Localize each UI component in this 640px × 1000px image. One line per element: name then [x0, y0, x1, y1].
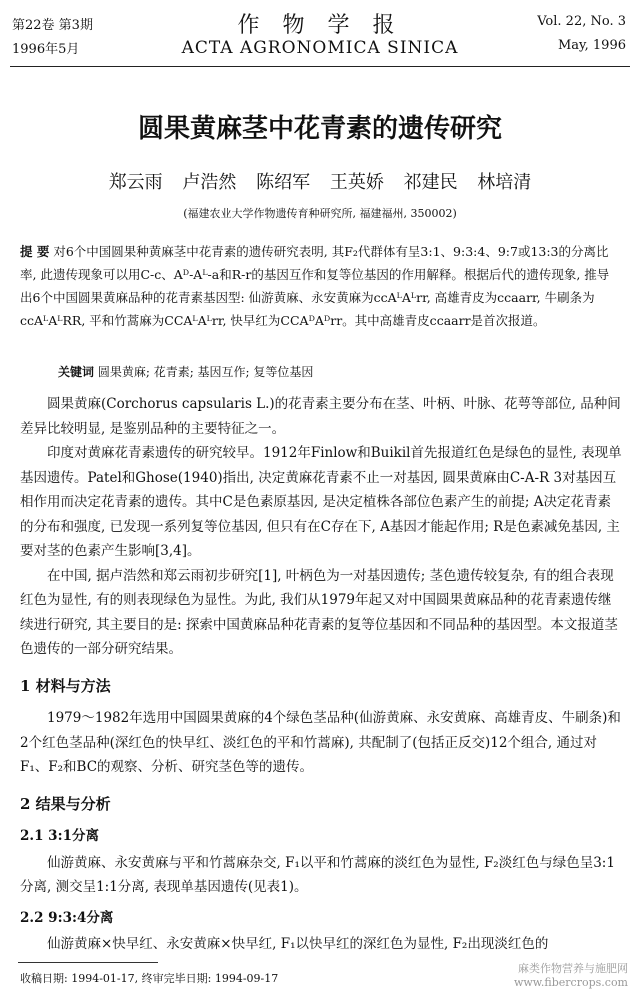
author-list: 郑云雨 卢浩然 陈绍军 王英娇 祁建民 林培清	[108, 172, 532, 193]
methods-paragraph: 1979～1982年选用中国圆果黄麻的4个绿色茎品种(仙游黄麻、永安黄麻、高雄青皮、牛刷条)和2个红色茎品种(深红色的快早红、淡红色的平和竹蒿麻), 共配制了(包括正反交)12个组合, 通过对F₁、F₂和BC的观察、分析、研究茎色等的遗传。	[20, 710, 621, 775]
received-date-footnote: 收稿日期: 1994-01-17, 终审完毕日期: 1994-09-17	[20, 972, 279, 985]
section-heading-methods: 1 材料与方法	[20, 676, 111, 695]
subsection-heading-2-2: 2.2 9:3:4分离	[20, 909, 114, 926]
watermark-line-1: 麻类作物营养与施肥网	[518, 962, 628, 975]
intro-paragraph-3: 在中国, 据卢浩然和郑云雨初步研究[1], 叶柄色为一对基因遗传; 茎色遗传较复杂, 有的组合表现红色为显性, 有的则表现绿色为显性。为此, 我们从1979年起又对中国圆果黄麻品种的花青素遗传继续进行研究, 其主要目的是: 探索中国黄麻品种花青素的复等位基因和不同品种的基因型。本文报道茎色遗传的一部分研究结果。	[20, 567, 618, 657]
abstract	[20, 240, 620, 332]
results-paragraph-2-1: 仙游黄麻、永安黄麻与平和竹蒿麻杂交, F₁以平和竹蒿麻的淡红色为显性, F₂淡红色与绿色呈3:1分离, 测交呈1:1分离, 表现单基因遗传(见表1)。	[20, 854, 615, 895]
subsection-heading-2-1: 2.1 3:1分离	[20, 828, 99, 844]
paper-body	[20, 392, 624, 957]
section-heading-results: 2 结果与分析	[20, 794, 111, 813]
keywords-text: 圆果黄麻; 花青素; 基因互作; 复等位基因	[97, 365, 314, 379]
paper-title: 圆果黄麻茎中花青素的遗传研究	[137, 114, 502, 144]
keywords-label: 关键词	[58, 365, 95, 379]
footnote-rule	[18, 962, 158, 963]
journal-name-en: ACTA AGRONOMICA SINICA	[181, 38, 459, 58]
header-rule	[10, 66, 630, 67]
volume-issue-cn: 第22卷 第3期	[12, 18, 93, 33]
site-watermark	[514, 962, 628, 990]
volume-issue-en: Vol. 22, No. 3	[537, 14, 626, 29]
abstract-label: 提 要	[20, 244, 50, 259]
intro-paragraph-1: 圆果黄麻(Corchorus capsularis L.)的花青素主要分布在茎、叶柄、叶脉、花萼等部位, 品种间差异比较明显, 是鉴别品种的主要特征之一。	[20, 396, 621, 437]
abstract-text: 对6个中国圆果种黄麻茎中花青素的遗传研究表明, 其F₂代群体有呈3:1、9:3:4、9:7或13:3的分离比率, 此遗传现象可以用C-c、Aᴰ-Aᴸ-a和R-r的基因互作和复等位基因的作用解释。根据后代的遗传现象, 推导出6个中国圆果黄麻品种的花青素基因型: 仙游黄麻、永安黄麻为ccAᴸAᴸrr, 高雄青皮为ccaarr, 牛刷条为ccAᴸAᴸRR, 平和竹蒿麻为CCAᴸAᴸrr, 快早红为CCAᴰAᴰrr。其中高雄青皮ccaarr是首次报道。	[20, 244, 610, 328]
keywords	[58, 363, 313, 380]
watermark-line-2: www.fibercrops.com	[513, 976, 628, 989]
date-en: May, 1996	[557, 38, 626, 53]
affiliation: (福建农业大学作物遗传育种研究所, 福建福州, 350002)	[183, 207, 457, 220]
results-paragraph-2-2: 仙游黄麻×快早红、永安黄麻×快早红, F₁以快早红的深红色为显性, F₂出现淡红色的	[47, 936, 549, 952]
journal-header	[0, 0, 640, 70]
intro-paragraph-2: 印度对黄麻花青素遗传的研究较早。1912年Finlow和Buikil首先报道红色是绿色的显性, 表现单基因遗传。Patel和Ghose(1940)指出, 决定黄麻花青素不止一对基因, 圆果黄麻由C-A-R 3对基因互相作用而决定花青素的遗传。其中C是色素原基因, 是决定植株各部位色素产生的前提; A决定花青素的分布和强度, 已发现一系列复等位基因, 但只有在C存在下, A基因才能起作用; R是色素减免基因, 主要对茎的色素产生影响[3,4]。	[20, 445, 622, 559]
journal-name-cn: 作 物 学 报	[237, 13, 403, 38]
date-cn: 1996年5月	[12, 42, 80, 57]
